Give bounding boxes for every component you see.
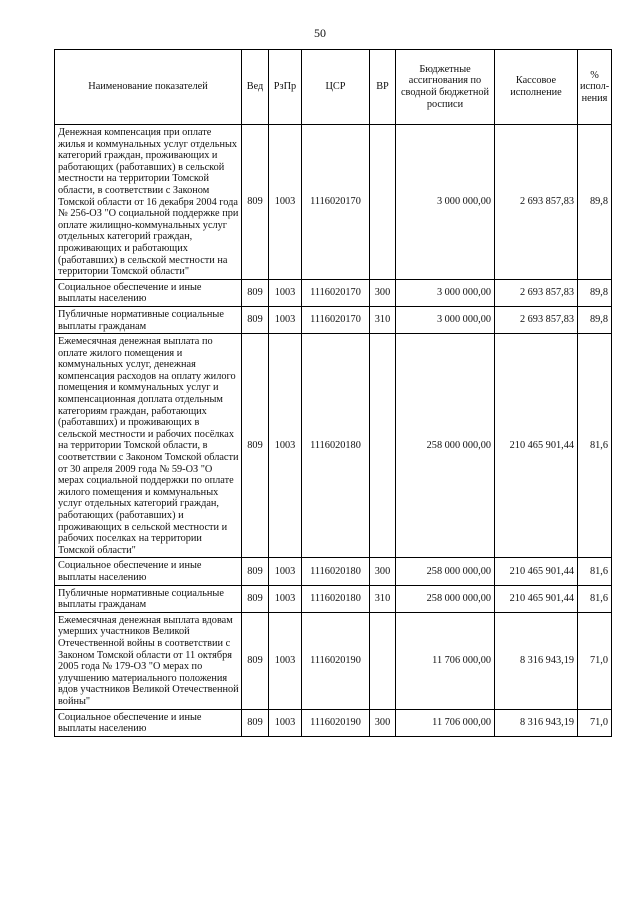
- cell-percent: 89,8: [578, 279, 612, 306]
- cell-vr: [370, 125, 396, 280]
- cell-cash: 210 465 901,44: [495, 334, 578, 558]
- cell-assigned: 258 000 000,00: [396, 585, 495, 612]
- cell-rzpr: 1003: [269, 334, 302, 558]
- cell-rzpr: 1003: [269, 585, 302, 612]
- cell-ved: 809: [242, 279, 269, 306]
- cell-assigned: 11 706 000,00: [396, 709, 495, 736]
- cell-csr: 1116020170: [302, 279, 370, 306]
- cell-percent: 89,8: [578, 306, 612, 333]
- cell-rzpr: 1003: [269, 279, 302, 306]
- cell-ved: 809: [242, 585, 269, 612]
- cell-vr: [370, 612, 396, 709]
- cell-ved: 809: [242, 612, 269, 709]
- table-row: [55, 558, 612, 585]
- budget-table: [54, 49, 612, 737]
- cell-cash: 210 465 901,44: [495, 585, 578, 612]
- cell-rzpr: 1003: [269, 612, 302, 709]
- cell-name: Публичные нормативные социальные выплаты гражданам: [55, 306, 242, 333]
- cell-name: Ежемесячная денежная выплата по оплате жилого помещения и коммунальных услуг, денежная компенсация расходов на оплату жилого помещения и коммунальных услуг и компенсационная доплата отдельным категориям граждан, работающих (работавших) и проживающих в сельской местности и рабочих посёлках на территории Томской области, в соответствии с Законом Томской области от 30 апреля 2009 года № 59-ОЗ "О мерах социальной поддержки по оплате жилого помещения и коммунальных услуг отдельных категорий граждан, работающих (работавших) и проживающих в сельской местности и рабочих поселках на территории Томской области": [55, 334, 242, 558]
- cell-csr: 1116020180: [302, 558, 370, 585]
- cell-assigned: 258 000 000,00: [396, 558, 495, 585]
- cell-csr: 1116020180: [302, 585, 370, 612]
- cell-name: Денежная компенсация при оплате жилья и коммунальных услуг отдельных категорий граждан, проживающих и работающих (работавших) в сельской местности на территории Томской области, в соответствии с Законом Томской области от 16 декабря 2004 года № 256-ОЗ "О социальной поддержке при оплате жилищно-коммунальных услуг отдельных категорий граждан, проживающих и работающих (работавших) в сельской местности на территории Томской области": [55, 125, 242, 280]
- header-vr: ВР: [370, 50, 396, 125]
- cell-ved: 809: [242, 709, 269, 736]
- table-row: [55, 334, 612, 558]
- cell-vr: 300: [370, 558, 396, 585]
- cell-rzpr: 1003: [269, 125, 302, 280]
- cell-assigned: 258 000 000,00: [396, 334, 495, 558]
- cell-name: Социальное обеспечение и иные выплаты населению: [55, 709, 242, 736]
- cell-rzpr: 1003: [269, 558, 302, 585]
- cell-cash: 2 693 857,83: [495, 279, 578, 306]
- cell-percent: 89,8: [578, 125, 612, 280]
- table-row: [55, 125, 612, 280]
- table-row: [55, 709, 612, 736]
- cell-vr: 300: [370, 279, 396, 306]
- cell-name: Социальное обеспечение и иные выплаты населению: [55, 279, 242, 306]
- cell-rzpr: 1003: [269, 709, 302, 736]
- header-percent: % испол-нения: [578, 50, 612, 125]
- cell-vr: [370, 334, 396, 558]
- cell-csr: 1116020170: [302, 306, 370, 333]
- header-assigned: Бюджетные ассигнования по сводной бюджетной росписи: [396, 50, 495, 125]
- cell-name: Социальное обеспечение и иные выплаты населению: [55, 558, 242, 585]
- page-number: 50: [314, 26, 326, 40]
- cell-ved: 809: [242, 334, 269, 558]
- cell-assigned: 3 000 000,00: [396, 125, 495, 280]
- table-row: [55, 612, 612, 709]
- header-ved: Вед: [242, 50, 269, 125]
- cell-name: Публичные нормативные социальные выплаты гражданам: [55, 585, 242, 612]
- cell-cash: 2 693 857,83: [495, 306, 578, 333]
- table-row: [55, 585, 612, 612]
- cell-percent: 81,6: [578, 334, 612, 558]
- cell-vr: 300: [370, 709, 396, 736]
- cell-ved: 809: [242, 306, 269, 333]
- cell-assigned: 11 706 000,00: [396, 612, 495, 709]
- cell-name: Ежемесячная денежная выплата вдовам умерших участников Великой Отечественной войны в соответствии с Законом Томской области от 11 октября 2005 года № 179-ОЗ "О мерах по улучшению материального положения вдов участников Великой Отечественной войны": [55, 612, 242, 709]
- header-csr: ЦСР: [302, 50, 370, 125]
- cell-percent: 81,6: [578, 558, 612, 585]
- cell-ved: 809: [242, 558, 269, 585]
- cell-rzpr: 1003: [269, 306, 302, 333]
- cell-vr: 310: [370, 306, 396, 333]
- header-cash: Кассовое исполнение: [495, 50, 578, 125]
- table-row: [55, 279, 612, 306]
- cell-cash: 8 316 943,19: [495, 709, 578, 736]
- cell-csr: 1116020180: [302, 334, 370, 558]
- cell-cash: 2 693 857,83: [495, 125, 578, 280]
- cell-csr: 1116020170: [302, 125, 370, 280]
- cell-percent: 81,6: [578, 585, 612, 612]
- table-row: [55, 306, 612, 333]
- cell-assigned: 3 000 000,00: [396, 306, 495, 333]
- cell-csr: 1116020190: [302, 709, 370, 736]
- header-rzpr: РзПр: [269, 50, 302, 125]
- cell-cash: 8 316 943,19: [495, 612, 578, 709]
- cell-cash: 210 465 901,44: [495, 558, 578, 585]
- cell-ved: 809: [242, 125, 269, 280]
- cell-vr: 310: [370, 585, 396, 612]
- cell-assigned: 3 000 000,00: [396, 279, 495, 306]
- cell-csr: 1116020190: [302, 612, 370, 709]
- table-header: [55, 50, 612, 125]
- cell-percent: 71,0: [578, 709, 612, 736]
- cell-percent: 71,0: [578, 612, 612, 709]
- header-name: Наименование показателей: [55, 50, 242, 125]
